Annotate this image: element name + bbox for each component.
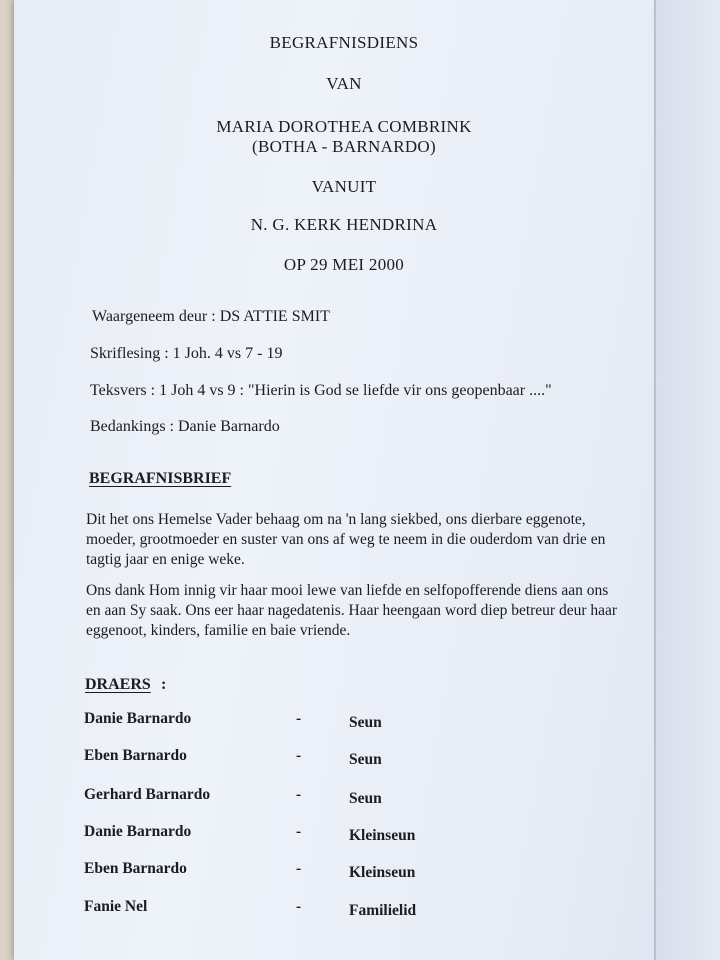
scripture-reading-line: Skriflesing : 1 Joh. 4 vs 7 - 19 xyxy=(90,345,283,362)
bearer-dash: - xyxy=(296,898,302,915)
bearer-name: Eben Barnardo xyxy=(84,860,187,877)
bearer-dash: - xyxy=(296,860,302,877)
bearers-title-colon: : xyxy=(161,676,167,693)
service-date: OP 29 MEI 2000 xyxy=(283,255,405,274)
bearer-name: Eben Barnardo xyxy=(84,747,187,764)
sermon-text-line: Teksvers : 1 Joh 4 vs 9 : "Hierin is God se liefde vir ons geopenbaar ...." xyxy=(90,382,552,399)
bearer-dash: - xyxy=(296,823,302,840)
bearer-relation: Seun xyxy=(349,714,382,731)
funeral-program-sheet xyxy=(14,0,720,960)
bearer-dash: - xyxy=(296,710,302,727)
bearer-relation: Seun xyxy=(349,751,382,768)
letter-paragraph-1: Dit het ons Hemelse Vader behaag om na 'n lang siekbed, ons dierbare eggenote, moeder, grootmoeder en suster van ons af weg te neem in die ouderdom van drie en tagtig jaar en enige weke. xyxy=(86,511,606,568)
bearer-relation: Kleinseun xyxy=(349,864,416,881)
bearer-name: Danie Barnardo xyxy=(84,710,192,727)
letter-title: BEGRAFNISBRIEF xyxy=(89,470,232,487)
bearer-row xyxy=(0,747,660,771)
church-name: N. G. KERK HENDRINA xyxy=(250,215,438,234)
bearer-name: Danie Barnardo xyxy=(84,823,192,840)
van-label: VAN xyxy=(326,74,362,93)
letter-paragraph-2: Ons dank Hom innig vir haar mooi lewe van liefde en selfopofferende diens aan ons en aan Sy saak. Ons eer haar nagedatenis. Haar heengaan word diep betreur deur haar eggenoot, kinders, familie en baie vriende. xyxy=(86,582,618,639)
program-title: BEGRAFNISDIENS xyxy=(269,33,419,52)
bearer-row xyxy=(0,898,660,922)
bearer-name: Gerhard Barnardo xyxy=(84,786,211,803)
bearers-title: DRAERS xyxy=(85,676,151,693)
bearer-dash: - xyxy=(296,786,302,803)
maiden-names: (BOTHA - BARNARDO) xyxy=(252,137,436,156)
bearer-dash: - xyxy=(296,747,302,764)
next-page-edge xyxy=(656,0,720,960)
officiant-line: Waargeneem deur : DS ATTIE SMIT xyxy=(92,308,330,325)
bearer-row xyxy=(0,710,660,734)
bearer-row xyxy=(0,860,660,884)
thanks-line: Bedankings : Danie Barnardo xyxy=(90,418,280,435)
bearer-name: Fanie Nel xyxy=(84,898,148,915)
bearer-relation: Familielid xyxy=(349,902,417,919)
deceased-name: MARIA DOROTHEA COMBRINK xyxy=(216,117,472,136)
vanuit-label: VANUIT xyxy=(311,177,377,196)
bearer-relation: Seun xyxy=(349,790,382,807)
bearer-row xyxy=(0,786,660,810)
bearer-row xyxy=(0,823,660,847)
bearer-relation: Kleinseun xyxy=(349,827,416,844)
